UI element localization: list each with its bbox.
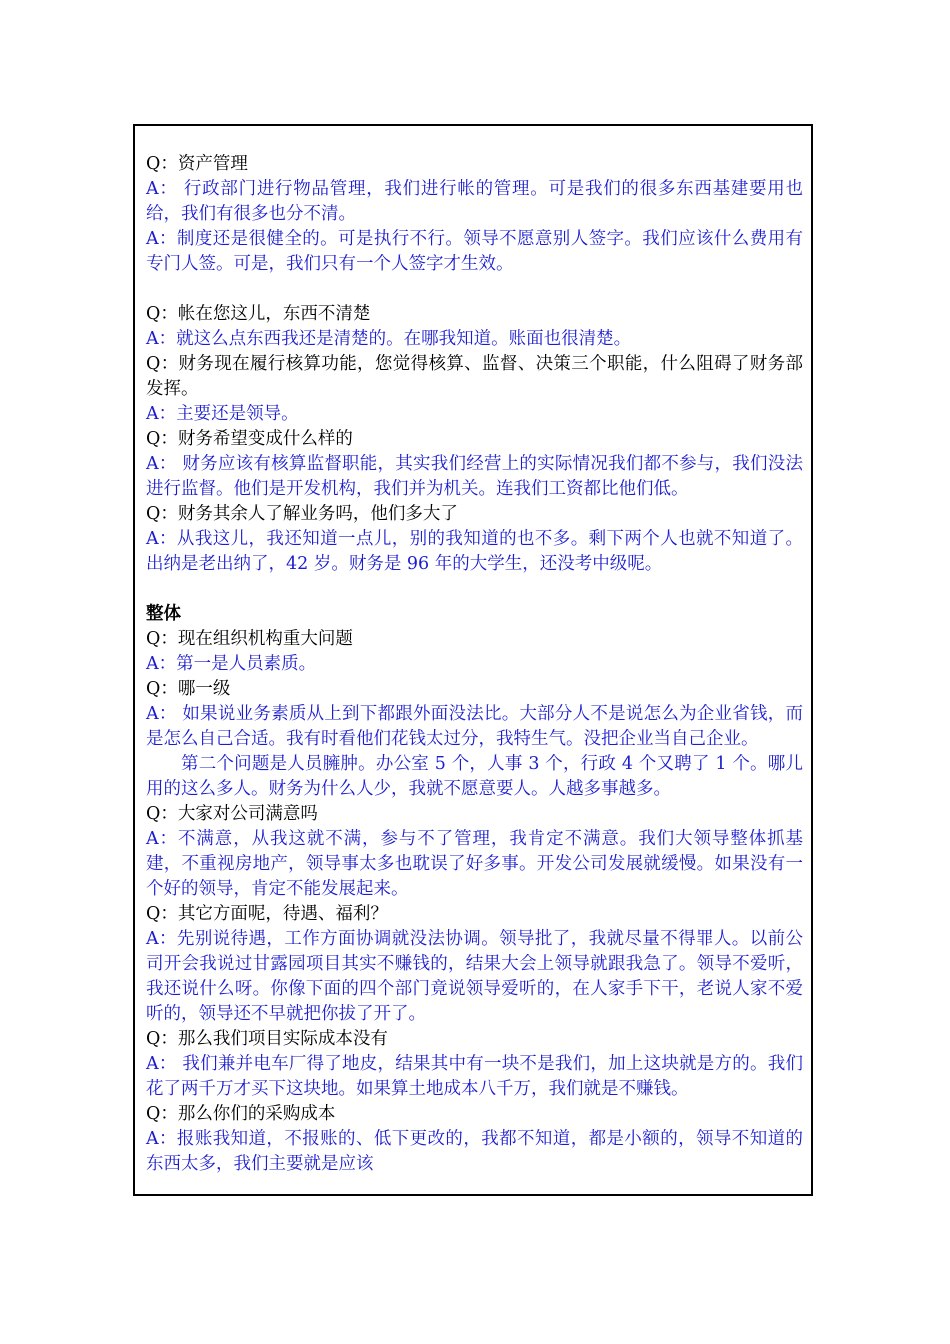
answer-paragraph: A：就这么点东西我还是清楚的。在哪我知道。账面也很清楚。 bbox=[146, 329, 632, 349]
answer-paragraph: A： 我们兼并电车厂得了地皮，结果其中有一块不是我们，加上这块就是方的。我们花了两千万才买下这块地。如果算土地成本八千万，我们就是不赚钱。 bbox=[146, 1054, 803, 1099]
question-line: Q：帐在您这儿，东西不清楚 bbox=[146, 304, 371, 324]
question-line: Q：那么我们项目实际成本没有 bbox=[146, 1029, 388, 1049]
answer-paragraph: A： 行政部门进行物品管理，我们进行帐的管理。可是我们的很多东西基建要用也给，我们有很多也分不清。 bbox=[146, 179, 803, 224]
answer-paragraph: A：不满意，从我这就不满，参与不了管理，我肯定不满意。我们大领导整体抓基建，不重视房地产，领导事太多也耽误了好多事。开发公司发展就缓慢。如果没有一个好的领导，肯定不能发展起来。 bbox=[146, 829, 803, 899]
question-line: Q：资产管理 bbox=[146, 154, 248, 174]
question-line: Q：财务现在履行核算功能，您觉得核算、监督、决策三个职能，什么阻碍了财务部发挥。 bbox=[146, 354, 803, 399]
question-line: Q：那么你们的采购成本 bbox=[146, 1104, 336, 1124]
question-line: Q：现在组织机构重大问题 bbox=[146, 629, 353, 649]
question-line: Q：其它方面呢，待遇、福利？ bbox=[146, 904, 388, 924]
question-line: Q：大家对公司满意吗 bbox=[146, 804, 318, 824]
section-heading: 整体 bbox=[146, 604, 181, 624]
blank-line bbox=[146, 277, 803, 302]
answer-paragraph: A：第一是人员素质。 bbox=[146, 654, 317, 674]
interview-notes-box bbox=[133, 124, 813, 1196]
answer-paragraph: 第二个问题是人员臃肿。办公室 5 个，人事 3 个，行政 4 个又聘了 1 个。哪儿用的这么多人。财务为什么人少，我就不愿意要人。人越多事越多。 bbox=[146, 754, 803, 799]
answer-paragraph: A： 如果说业务素质从上到下都跟外面没法比。大部分人不是说怎么为企业省钱，而是怎么自己合适。我有时看他们花钱太过分，我特生气。没把企业当自己企业。 bbox=[146, 704, 803, 749]
answer-paragraph: A：从我这儿，我还知道一点儿，别的我知道的也不多。剩下两个人也就不知道了。出纳是老出纳了，42 岁。财务是 96 年的大学生，还没考中级呢。 bbox=[146, 529, 803, 574]
answer-paragraph: A：先别说待遇，工作方面协调就没法协调。领导批了，我就尽量不得罪人。以前公司开会我说过甘露园项目其实不赚钱的，结果大会上领导就跟我急了。领导不爱听，我还说什么呀。你像下面的四个部门竟说领导爱听的，在人家手下干，老说人家不爱听的，领导还不早就把你拔了开了。 bbox=[146, 929, 803, 1024]
answer-paragraph: A：报账我知道，不报账的、低下更改的，我都不知道，都是小额的，领导不知道的东西太多，我们主要就是应该 bbox=[146, 1129, 803, 1174]
question-line: Q：哪一级 bbox=[146, 679, 231, 699]
question-line: Q：财务希望变成什么样的 bbox=[146, 429, 353, 449]
question-line: Q：财务其余人了解业务吗，他们多大了 bbox=[146, 504, 458, 524]
answer-paragraph: A：主要还是领导。 bbox=[146, 404, 299, 424]
blank-line bbox=[146, 577, 803, 602]
answer-paragraph: A：制度还是很健全的。可是执行不行。领导不愿意别人签字。我们应该什么费用有专门人签。可是，我们只有一个人签字才生效。 bbox=[146, 229, 803, 274]
answer-paragraph: A： 财务应该有核算监督职能，其实我们经营上的实际情况我们都不参与，我们没法进行监督。他们是开发机构，我们并为机关。连我们工资都比他们低。 bbox=[146, 454, 803, 499]
